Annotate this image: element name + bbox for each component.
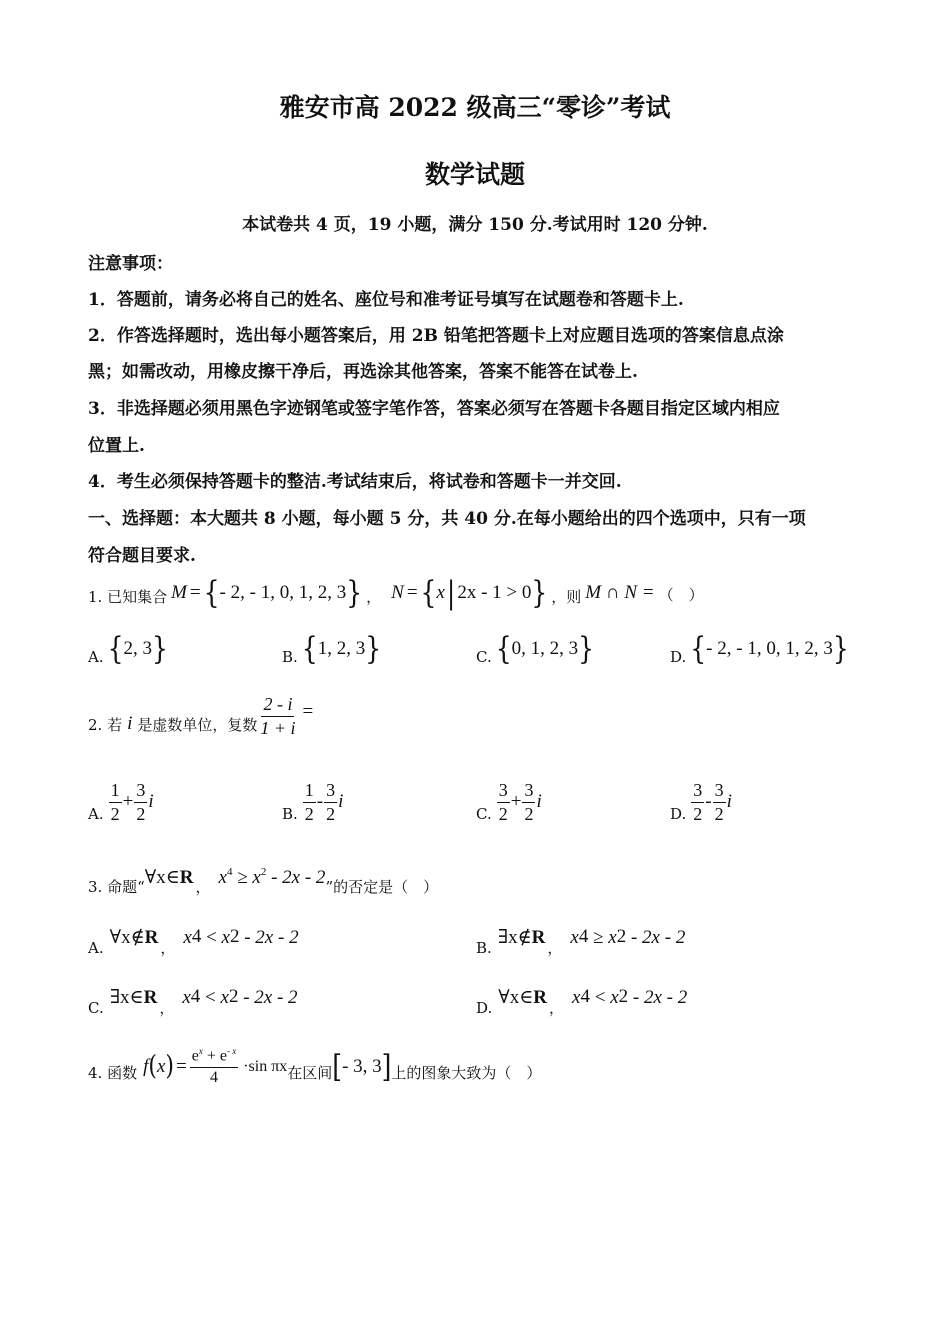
subject-title: 数学试题 bbox=[424, 160, 525, 189]
q3-c-lhs: x bbox=[182, 986, 191, 1008]
q2-mid: 是虚数单位，复数 bbox=[137, 715, 258, 734]
q3-option-b-label: B. bbox=[476, 938, 492, 957]
q1-option-b[interactable]: B. { 1, 2, 3 } bbox=[282, 630, 382, 667]
q1-paren: （ ） bbox=[658, 586, 704, 604]
q1-set-n-var: x bbox=[436, 581, 445, 603]
q1-option-c-value: 0, 1, 2, 3 bbox=[511, 637, 579, 659]
q4-den: 4 bbox=[209, 1068, 218, 1086]
q1-option-c-label: C. bbox=[476, 647, 492, 666]
q3-a-rel: < bbox=[201, 926, 222, 948]
q3-prefix: 3. 命题“ bbox=[88, 878, 145, 896]
q3-a-comma: ， bbox=[160, 939, 176, 957]
q3-d-quant: ∀x∈ bbox=[498, 987, 534, 1008]
q2-c-den2: 2 bbox=[524, 803, 534, 824]
q2-option-d-label: D. bbox=[670, 805, 687, 824]
note-3-line1: 3．非选择题必须用黑色字迹钢笔或签字笔作答，答案必须写在答题卡各题目指定区域内相应 bbox=[88, 399, 780, 419]
q4-fraction bbox=[190, 1046, 238, 1087]
q2-fraction bbox=[258, 694, 297, 738]
question-4: 4. 函数 f ( x ) = $\frac{e^x + e^{- x}}{4}$ ·sin πx 在区间 [ - 3, 3 ] 上的图象大致为（ ） bbox=[88, 1046, 542, 1086]
q2-option-b-label: B. bbox=[282, 805, 298, 824]
q3-a-quant: ∀x∉ bbox=[109, 927, 145, 948]
exam-info: 本试卷共 4 页，19 小题，满分 150 分.考试用时 120 分钟. bbox=[242, 215, 708, 235]
q2-option-d[interactable] bbox=[670, 780, 732, 824]
q2-a-num2: 3 bbox=[134, 780, 147, 803]
q4-eq: = bbox=[176, 1055, 187, 1077]
q3-option-d[interactable] bbox=[476, 986, 688, 1017]
q2-option-a-label: A. bbox=[88, 805, 104, 824]
q1-sep1: ， bbox=[366, 588, 382, 606]
q4-x: x bbox=[156, 1055, 166, 1077]
q3-lhs: x bbox=[218, 866, 227, 888]
q1-ask: M ∩ N = bbox=[585, 581, 655, 603]
q3-a-rhs: - 2x - 2 bbox=[239, 926, 299, 948]
q1-set-n-cond: 2x - 1 > 0 bbox=[457, 581, 532, 603]
q2-a-den1: 2 bbox=[110, 803, 120, 824]
note-2-line1: 2．作答选择题时，选出每小题答案后，用 2B 铅笔把答题卡上对应题目选项的答案信息点涂 bbox=[88, 326, 784, 346]
q2-a-num1: 1 bbox=[109, 780, 122, 803]
note-1: 1．答题前，请务必将自己的姓名、座位号和准考证号填写在试题卷和答题卡上. bbox=[88, 290, 684, 310]
note-3-line2: 位置上. bbox=[88, 436, 145, 456]
q3-mid: ≥ x bbox=[232, 866, 261, 888]
q3-c-rhs: - 2x - 2 bbox=[238, 986, 298, 1008]
note-2-line2: 黑；如需改动，用橡皮擦干净后，再选涂其他答案，答案不能答在试卷上. bbox=[88, 362, 638, 382]
question-1: 1. 已知集合 M = { - 2, - 1, 0, 1, 2, 3 } ， N = { x | 2x - 1 > 0 } ，则 M ∩ N = （ ） bbox=[88, 574, 704, 611]
q3-b-rel: ≥ bbox=[588, 926, 609, 948]
q4-num-exp2: - x bbox=[226, 1046, 237, 1056]
q2-b-num2: 3 bbox=[324, 780, 337, 803]
q3-b-comma: ， bbox=[547, 939, 563, 957]
q1-option-d-value: - 2, - 1, 0, 1, 2, 3 bbox=[706, 637, 833, 659]
q3-a-R: R bbox=[144, 926, 159, 948]
q4-prefix: 4. 函数 bbox=[88, 1064, 138, 1083]
q4-num-plus: + e bbox=[202, 1047, 227, 1065]
q3-comma: ， bbox=[195, 878, 211, 896]
q4-f: f bbox=[143, 1055, 149, 1077]
q3-d-rhs: - 2x - 2 bbox=[628, 986, 688, 1008]
q2-b-den1: 2 bbox=[304, 803, 314, 824]
q3-quant: ∀x∈ bbox=[144, 867, 180, 888]
q3-c-quant: ∃x∈ bbox=[109, 987, 144, 1008]
q1-option-a-label: A. bbox=[88, 647, 104, 666]
note-4: 4．考生必须保持答题卡的整洁.考试结束后，将试卷和答题卡一并交回. bbox=[88, 472, 622, 492]
q3-b-x: x bbox=[608, 926, 617, 948]
q4-suffix: 上的图象大致为（ ） bbox=[391, 1064, 542, 1083]
q4-num-exp1: x bbox=[198, 1046, 203, 1056]
section1-line1: 一、选择题：本大题共 8 小题，每小题 5 分，共 40 分.在每小题给出的四个选项中，只有一项 bbox=[88, 509, 806, 529]
q3-b-quant: ∃x∉ bbox=[497, 927, 532, 948]
q3-c-rel: < bbox=[200, 986, 221, 1008]
q2-d-op: - bbox=[705, 791, 712, 813]
q3-b-exp2: 2 bbox=[616, 926, 627, 947]
q3-option-c[interactable] bbox=[88, 986, 298, 1017]
q2-num: 2 - i bbox=[261, 694, 294, 717]
q2-a-i: i bbox=[148, 791, 154, 813]
q3-option-a-label: A. bbox=[88, 938, 104, 957]
q2-d-den1: 2 bbox=[693, 803, 703, 824]
q1-option-a-value: 2, 3 bbox=[123, 637, 153, 659]
q2-d-i: i bbox=[726, 791, 732, 813]
q3-c-comma: ， bbox=[159, 999, 175, 1017]
q3-rhs: - 2x - 2 bbox=[266, 866, 326, 888]
q4-interval: - 3, 3 bbox=[342, 1055, 382, 1077]
q3-c-exp2: 2 bbox=[228, 986, 239, 1007]
q1-prefix: 1. 已知集合 bbox=[88, 588, 168, 606]
q2-c-num1: 3 bbox=[497, 780, 510, 803]
question-3 bbox=[88, 866, 439, 896]
q2-option-c[interactable] bbox=[476, 780, 542, 824]
q2-d-num1: 3 bbox=[691, 780, 704, 803]
q3-b-R: R bbox=[531, 926, 546, 948]
q2-prefix: 2. 若 bbox=[88, 715, 123, 734]
q2-d-den2: 2 bbox=[714, 803, 724, 824]
q2-option-a[interactable] bbox=[88, 780, 154, 824]
q1-option-c[interactable]: C. { 0, 1, 2, 3 } bbox=[476, 630, 595, 667]
q2-b-op: - bbox=[316, 791, 324, 813]
q3-d-lhs: x bbox=[572, 986, 581, 1008]
q3-option-c-label: C. bbox=[88, 998, 104, 1017]
q3-d-exp4: 4 bbox=[580, 986, 590, 1007]
q3-d-R: R bbox=[533, 986, 548, 1008]
q2-d-num2: 3 bbox=[713, 780, 726, 803]
q4-num bbox=[190, 1046, 238, 1068]
q1-option-d[interactable]: D. { - 2, - 1, 0, 1, 2, 3 } bbox=[670, 630, 849, 667]
q1-set-m: - 2, - 1, 0, 1, 2, 3 bbox=[219, 581, 347, 603]
q4-num-e: e bbox=[191, 1047, 199, 1065]
q2-b-den2: 2 bbox=[326, 803, 336, 824]
q3-a-exp2: 2 bbox=[229, 926, 240, 947]
section1-line2: 符合题目要求. bbox=[88, 546, 196, 566]
q2-eq: = bbox=[302, 701, 314, 723]
question-2 bbox=[88, 694, 313, 738]
q1-option-b-value: 1, 2, 3 bbox=[317, 637, 366, 659]
q3-d-exp2: 2 bbox=[618, 986, 629, 1007]
q3-c-R: R bbox=[143, 986, 158, 1008]
q3-exp4: 4 bbox=[226, 866, 233, 878]
q3-c-x: x bbox=[220, 986, 229, 1008]
q3-option-b[interactable] bbox=[476, 926, 686, 957]
q3-d-x: x bbox=[610, 986, 619, 1008]
q3-a-exp4: 4 bbox=[191, 926, 202, 947]
q4-mid: 在区间 bbox=[287, 1064, 333, 1083]
q2-option-c-label: C. bbox=[476, 805, 492, 824]
q3-b-rhs: - 2x - 2 bbox=[626, 926, 686, 948]
q3-exp2: 2 bbox=[260, 866, 267, 878]
q2-a-den2: 2 bbox=[136, 803, 146, 824]
q2-den: 1 + i bbox=[260, 717, 296, 738]
q1-sep2: ，则 bbox=[551, 588, 582, 606]
q3-R: R bbox=[179, 866, 194, 888]
q4-sin: ·sin πx bbox=[243, 1057, 288, 1075]
q3-a-lhs: x bbox=[183, 926, 192, 948]
q1-option-b-label: B. bbox=[282, 647, 298, 666]
q1-option-a[interactable]: A. { 2, 3 } bbox=[88, 630, 168, 667]
exam-title: 雅安市高 2022 级高三“零诊”考试 bbox=[279, 93, 671, 122]
q2-c-i: i bbox=[536, 791, 542, 813]
notes-heading: 注意事项： bbox=[88, 254, 173, 274]
q2-c-op: + bbox=[510, 791, 522, 813]
q3-d-rel: < bbox=[589, 986, 611, 1008]
q2-a-op: + bbox=[122, 791, 134, 813]
q3-b-exp4: 4 bbox=[578, 926, 589, 947]
q3-option-a[interactable] bbox=[88, 926, 299, 957]
q3-d-comma: ， bbox=[549, 999, 565, 1017]
q3-b-lhs: x bbox=[570, 926, 579, 948]
q2-c-den1: 2 bbox=[498, 803, 508, 824]
q3-suffix: ”的否定是（ ） bbox=[325, 878, 439, 896]
q2-var: i bbox=[127, 713, 133, 735]
q2-c-num2: 3 bbox=[522, 780, 535, 803]
q2-option-b[interactable] bbox=[282, 780, 343, 824]
q1-set-n-name: N bbox=[391, 581, 404, 603]
q3-a-x: x bbox=[221, 926, 230, 948]
q1-set-m-name: M bbox=[171, 581, 187, 603]
q2-b-i: i bbox=[338, 791, 344, 813]
q3-c-exp4: 4 bbox=[190, 986, 201, 1007]
q3-option-d-label: D. bbox=[476, 998, 493, 1017]
q1-option-d-label: D. bbox=[670, 647, 687, 666]
q2-b-num1: 1 bbox=[303, 780, 316, 803]
